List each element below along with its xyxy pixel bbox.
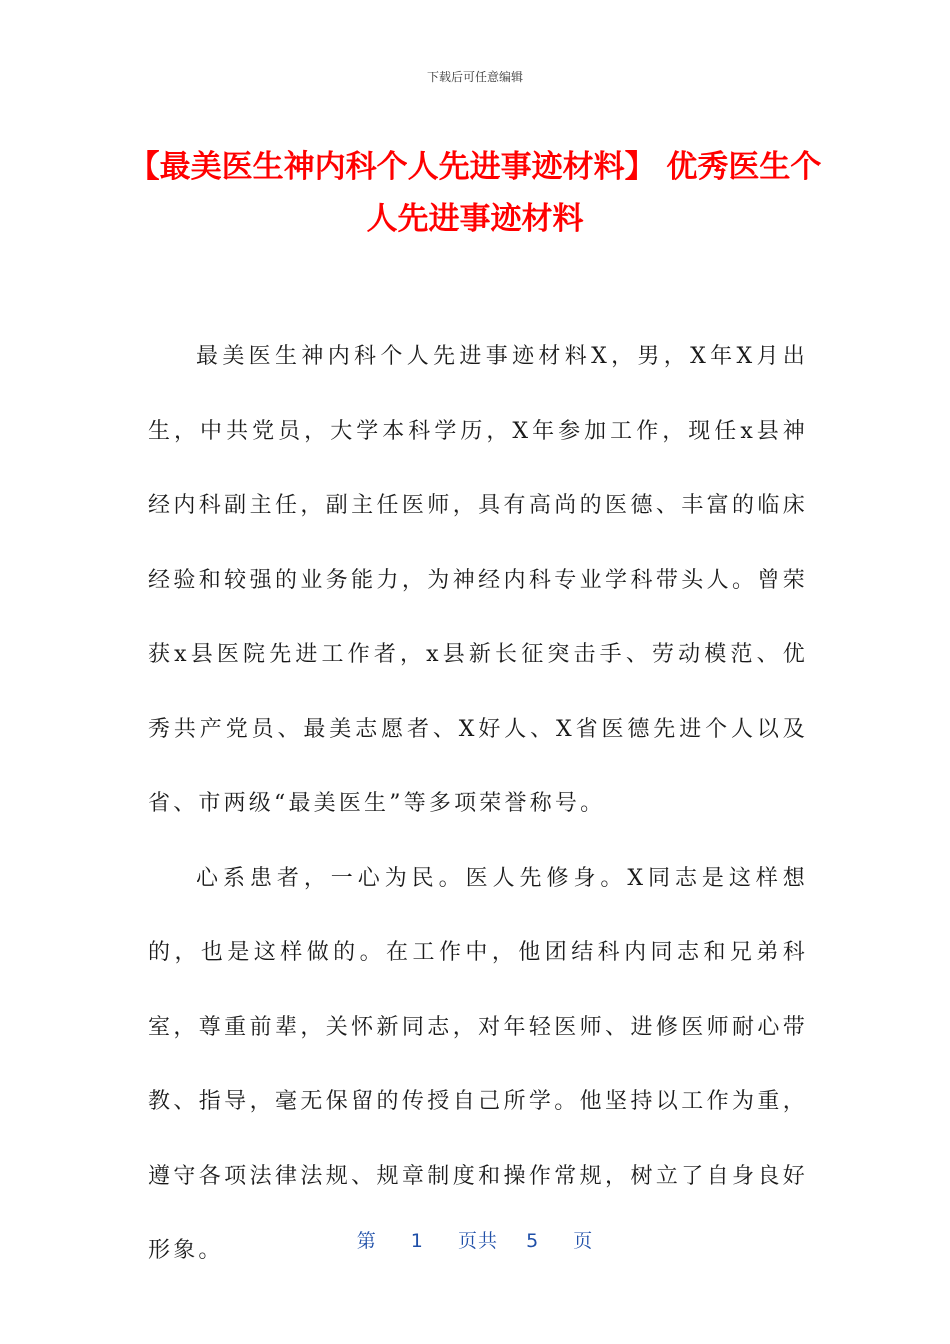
- document-title: 【最美医生神内科个人先进事迹材料】 优秀医生个人先进事迹材料: [128, 149, 822, 237]
- page-current: 1: [410, 1230, 424, 1252]
- page-prefix: 第: [356, 1230, 377, 1252]
- page-middle: 页共: [457, 1230, 498, 1252]
- document-body: [148, 320, 808, 1289]
- page-number-footer: [0, 1226, 950, 1253]
- paragraph: 最美医生神内科个人先进事迹材料X，男，X年X月出生，中共党员，大学本科学历，X年参加工作，现任x县神经内科副主任，副主任医师，具有高尚的医德、丰富的临床经验和较强的业务能力，为神经内科专业学科带头人。曾荣获x县医院先进工作者，x县新长征突击手、劳动模范、优秀共产党员、最美志愿者、X好人、X省医德先进个人以及省、市两级“最美医生”等多项荣誉称号。: [148, 344, 808, 816]
- header-note: 下载后可任意编辑: [426, 70, 523, 84]
- page-total: 5: [526, 1230, 540, 1252]
- page-suffix: 页: [573, 1230, 594, 1252]
- paragraph: 心系患者，一心为民。医人先修身。X同志是这样想的，也是这样做的。在工作中，他团结科内同志和兄弟科室，尊重前辈，关怀新同志，对年轻医师、进修医师耐心带教、指导，毫无保留的传授自己所学。他坚持以工作为重，遵守各项法律法规、规章制度和操作常规，树立了自身良好形象。: [148, 865, 808, 1263]
